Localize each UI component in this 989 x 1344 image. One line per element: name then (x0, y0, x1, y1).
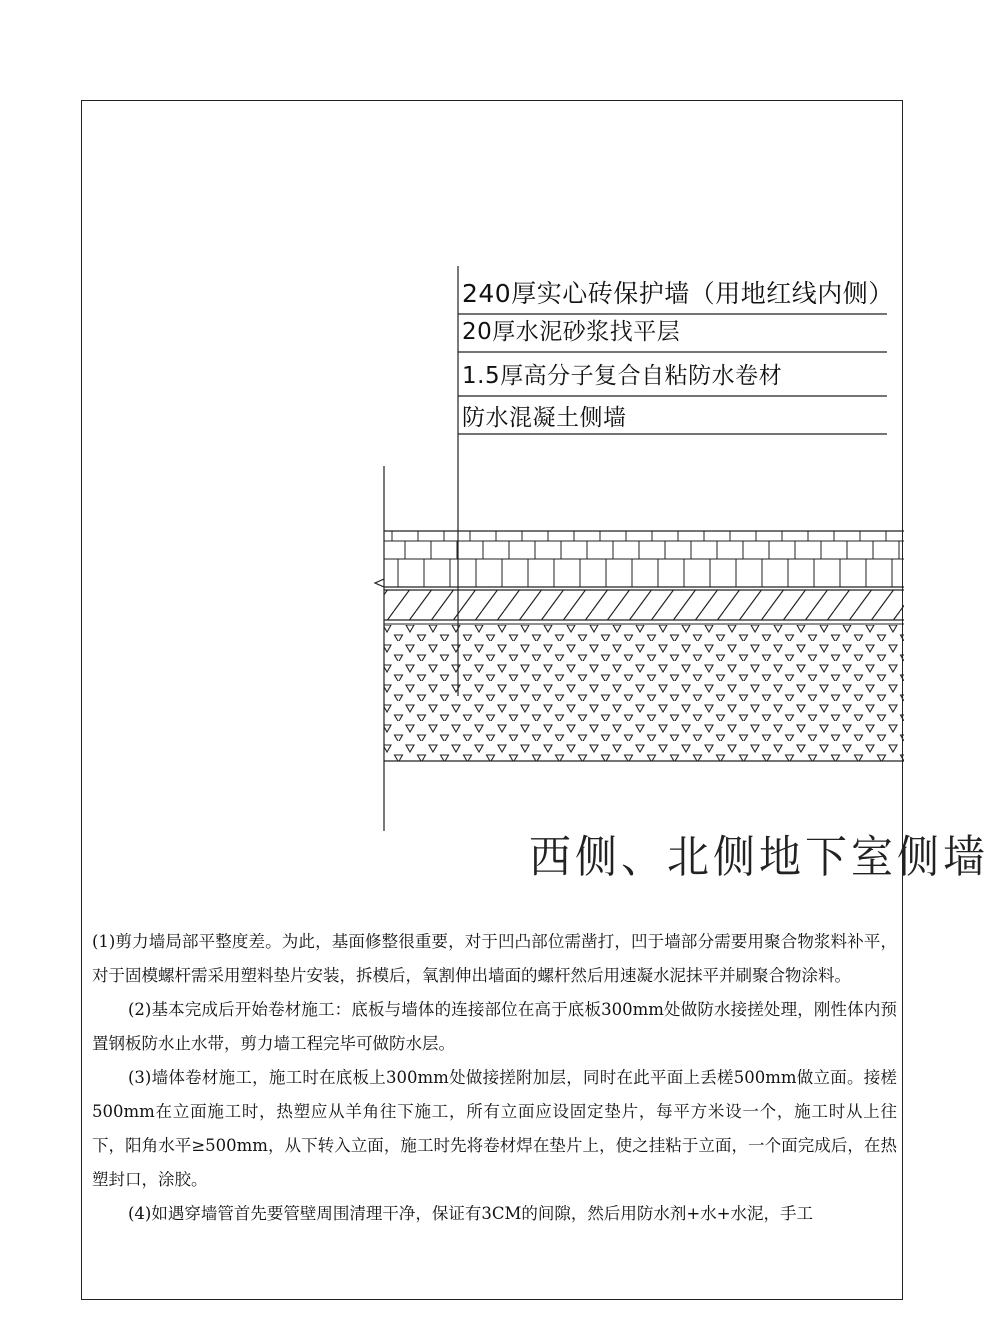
paragraph-3: (3)墙体卷材施工，施工时在底板上300mm处做接搓附加层，同时在此平面上丢槎500mm做立面。接槎500mm在立面施工时，热塑应从羊角往下施工，所有立面应设固定垫片，每平方米设一个，施工时从上往下，阳角水平≥500mm，从下转入立面，施工时先将卷材焊在垫片上，使之挂粘于立面，一个面完成后，在热塑封口，涂胶。 (92, 1068, 897, 1189)
concrete-wall-layer (384, 625, 904, 761)
construction-notes (92, 925, 897, 1231)
mortar-hatch-layer (384, 590, 904, 620)
break-symbol (375, 579, 384, 587)
brick-protection-layer (375, 531, 904, 587)
paragraph-1: (1)剪力墙局部平整度差。为此，基面修整很重要，对于凹凸部位需凿打，凹于墙部分需要用聚合物浆料补平，对于固模螺杆需采用塑料垫片安装，拆模后，氧割伸出墙面的螺杆然后用速凝水泥抹平并刷聚合物涂料。 (92, 932, 897, 985)
document-frame (81, 100, 989, 1300)
layer-label-brick-wall: 240厚实心砖保护墙（用地红线内侧） (462, 279, 894, 308)
layer-label-mortar: 20厚水泥砂浆找平层 (462, 319, 681, 345)
wall-section-drawing (82, 101, 904, 901)
drawing-title: 西侧、北侧地下室侧墙 (529, 830, 989, 883)
layer-label-membrane: 1.5厚高分子复合自粘防水卷材 (462, 363, 783, 389)
paragraph-2: (2)基本完成后开始卷材施工：底板与墙体的连接部位在高于底板300mm处做防水接搓处理，刚性体内预置钢板防水止水带，剪力墙工程完毕可做防水层。 (92, 1000, 897, 1053)
layer-label-concrete-wall: 防水混凝土侧墙 (462, 405, 627, 431)
paragraph-4: (4)如遇穿墙管首先要管壁周围清理干净，保证有3CM的间隙，然后用防水剂+水+水泥，手工 (128, 1204, 814, 1223)
